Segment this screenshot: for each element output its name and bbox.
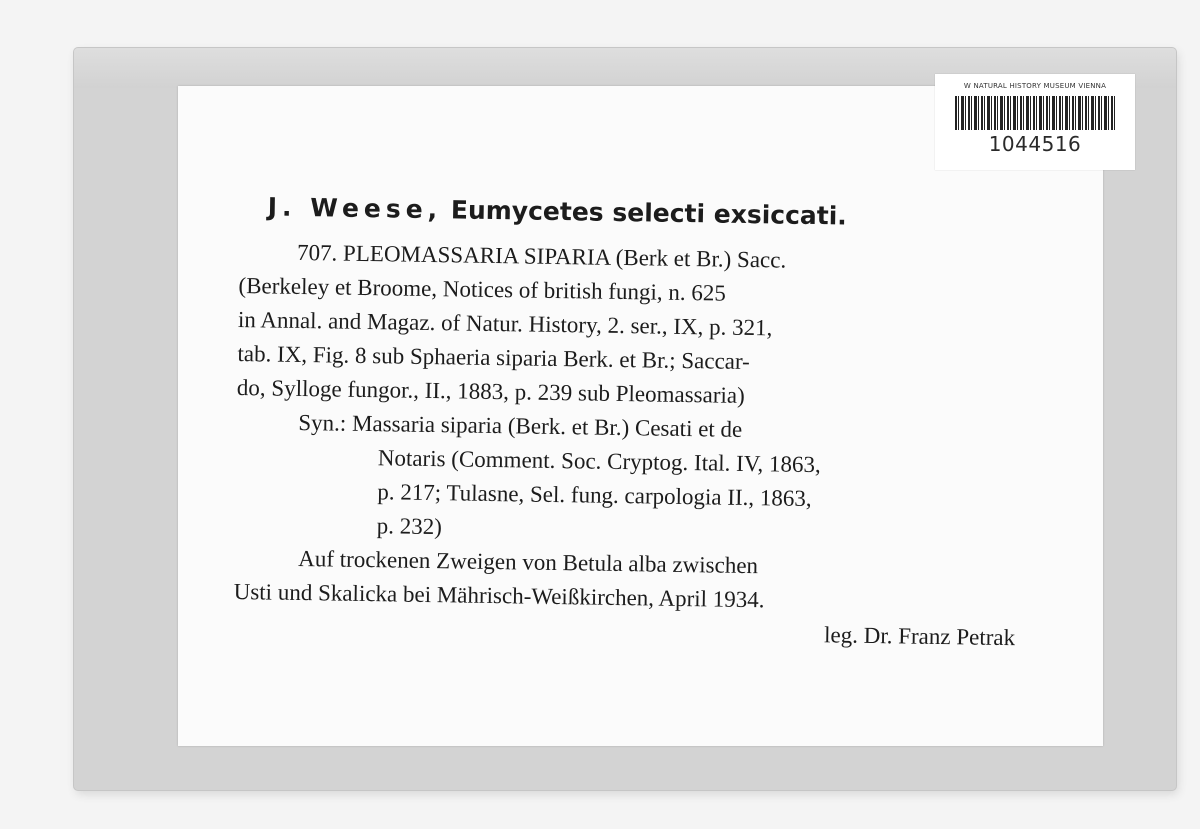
barcode-number: 1044516: [988, 132, 1082, 156]
habitat-line: Auf trockenen Zweigen von Betula alba zwischen: [298, 545, 759, 579]
reference-line: do, Sylloge fungor., II., 1883, p. 239 sub Pleomassaria): [236, 374, 745, 408]
reference-line: in Annal. and Magaz. of Natur. History, 2. ser., IX, p. 321,: [237, 306, 773, 341]
reference-line: tab. IX, Fig. 8 sub Sphaeria siparia Berk. et Br.; Saccar-: [237, 340, 751, 375]
habitat-line: Usti und Skalicka bei Mährisch-Weißkirchen, April 1934.: [233, 578, 765, 613]
synonym-line: Syn.: Massaria siparia (Berk. et Br.) Cesati et de: [298, 409, 743, 442]
title-author: J. Weese,: [267, 192, 443, 225]
barcode-institution: W NATURAL HISTORY MUSEUM VIENNA: [963, 82, 1107, 90]
collector-line: leg. Dr. Franz Petrak: [823, 622, 1016, 651]
barcode-tag: [935, 74, 1135, 170]
synonym-line: p. 217; Tulasne, Sel. fung. carpologia II., 1863,: [377, 479, 812, 512]
barcode-icon: [955, 96, 1115, 130]
synonym-line: p. 232): [376, 513, 443, 540]
synonym-line: Notaris (Comment. Soc. Cryptog. Ital. IV, 1863,: [377, 445, 821, 478]
reference-line: (Berkeley et Broome, Notices of british fungi, n. 625: [238, 272, 727, 306]
label-text-block: [233, 192, 1030, 655]
species-line: 707. PLEOMASSARIA SIPARIA (Berk et Br.) Sacc.: [296, 239, 787, 273]
title-series: Eumycetes selecti exsiccati.: [450, 195, 848, 231]
